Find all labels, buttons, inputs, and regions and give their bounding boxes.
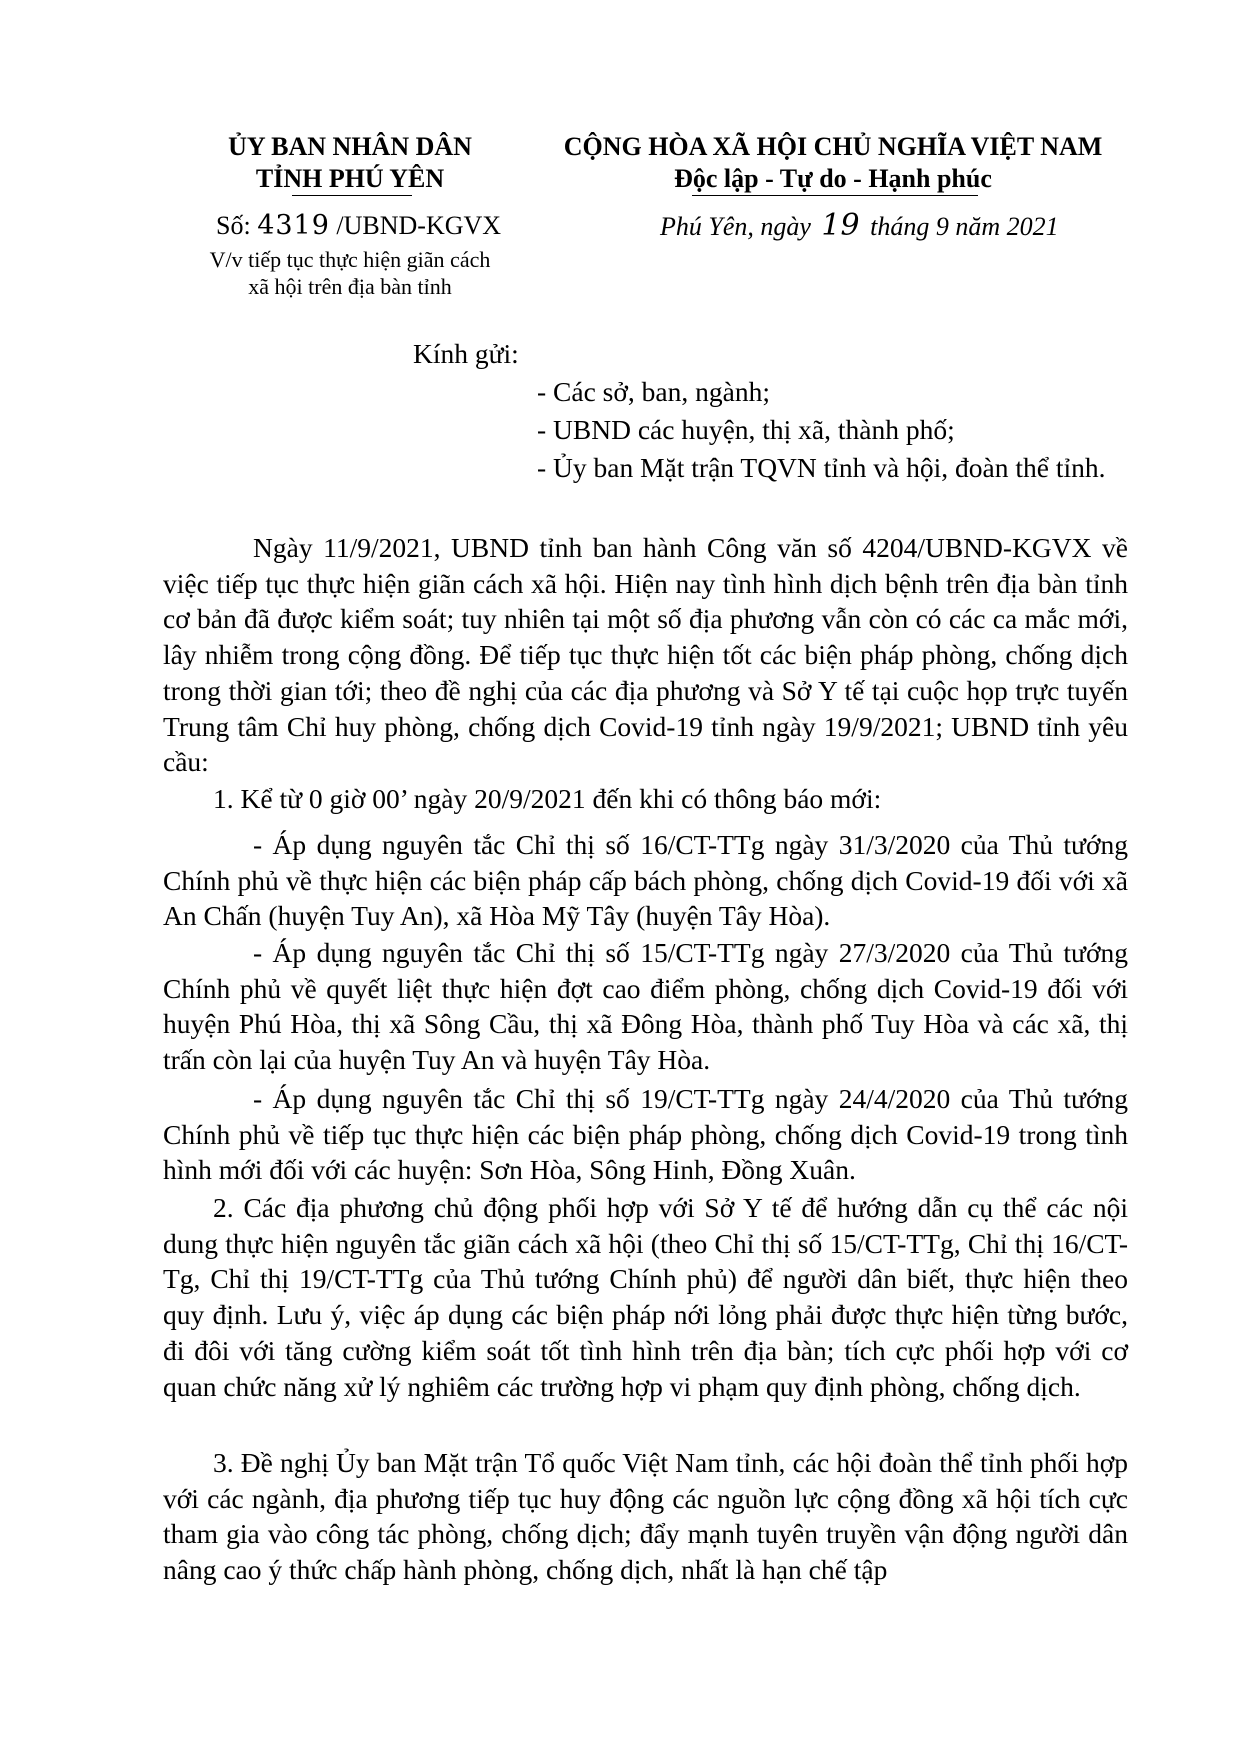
item-3-paragraph: 3. Đề nghị Ủy ban Mặt trận Tổ quốc Việt Nam tỉnh, các hội đoàn thể tỉnh phối hợp với các ngành, địa phương tiếp tục huy động các nguồn lực cộng đồng xã hội tích cực tham gia vào công tác phòng, chống dịch; đẩy mạnh tuyên truyền vận động người dân nâng cao ý thức chấp hành phòng, chống dịch, nhất là hạn chế tập xyxy=(163,1447,1128,1586)
recipient-item: - Ủy ban Mặt trận TQVN tỉnh và hội, đoàn thể tỉnh. xyxy=(537,452,1106,483)
date-prefix: Phú Yên, ngày xyxy=(660,212,811,241)
doc-number xyxy=(216,211,501,241)
date-day-handwritten: 19 xyxy=(821,208,860,243)
subject-line-2: xã hội trên địa bàn tỉnh xyxy=(248,274,452,299)
issue-date xyxy=(660,208,1059,243)
item-1b-paragraph: - Áp dụng nguyên tắc Chỉ thị số 15/CT-TTg ngày 27/3/2020 của Thủ tướng Chính phủ về quyết liệt thực hiện đợt cao điểm phòng, chống dịch Covid-19 đối với huyện Phú Hòa, thị xã Sông Cầu, thị xã Đông Hòa, thành phố Tuy Hòa và các xã, thị trấn còn lại của huyện Tuy An và huyện Tây Hòa. xyxy=(163,937,1128,1076)
issuer-underline xyxy=(292,195,412,196)
recipient-item: - Các sở, ban, ngành; xyxy=(537,376,770,407)
subject-line-1: V/v tiếp tục thực hiện giãn cách xyxy=(209,247,491,272)
country-name: CỘNG HÒA XÃ HỘI CHỦ NGHĨA VIỆT NAM xyxy=(563,132,1103,161)
item-1-title: 1. Kể từ 0 giờ 00’ ngày 20/9/2021 đến khi có thông báo mới: xyxy=(213,783,882,814)
motto-underline xyxy=(692,195,978,196)
greeting: Kính gửi: xyxy=(413,338,519,369)
doc-number-prefix: Số: xyxy=(216,211,251,240)
item-2-paragraph: 2. Các địa phương chủ động phối hợp với Sở Y tế để hướng dẫn cụ thể các nội dung thực hiện nguyên tắc giãn cách xã hội (theo Chỉ thị số 15/CT-TTg, Chỉ thị 16/CT-Tg, Chỉ thị 19/CT-TTg của Thủ tướng Chính phủ) để người dân biết, thực hiện theo quy định. Lưu ý, việc áp dụng các biện pháp nới lỏng phải được thực hiện từng bước, đi đôi với tăng cường kiểm soát tốt tình hình trên địa bàn; tích cực phối hợp với cơ quan chức năng xử lý nghiêm các trường hợp vi phạm quy định phòng, chống dịch. xyxy=(163,1192,1128,1402)
item-1a-paragraph: - Áp dụng nguyên tắc Chỉ thị số 16/CT-TTg ngày 31/3/2020 của Thủ tướng Chính phủ về thực hiện các biện pháp cấp bách phòng, chống dịch Covid-19 đối với xã An Chấn (huyện Tuy An), xã Hòa Mỹ Tây (huyện Tây Hòa). xyxy=(163,829,1128,932)
issuer-province: TỈNH PHÚ YÊN xyxy=(255,164,445,193)
national-motto: Độc lập - Tự do - Hạnh phúc xyxy=(674,164,992,193)
doc-number-handwritten: 4319 xyxy=(257,210,330,241)
doc-number-suffix: /UBND-KGVX xyxy=(336,211,502,240)
recipient-item: - UBND các huyện, thị xã, thành phố; xyxy=(537,414,955,445)
intro-paragraph: Ngày 11/9/2021, UBND tỉnh ban hành Công văn số 4204/UBND-KGVX về việc tiếp tục thực hiện giãn cách xã hội. Hiện nay tình hình dịch bệnh trên địa bàn tỉnh cơ bản đã được kiểm soát; tuy nhiên tại một số địa phương vẫn còn có các ca mắc mới, lây nhiễm trong cộng đồng. Để tiếp tục thực hiện tốt các biện pháp phòng, chống dịch trong thời gian tới; theo đề nghị của các địa phương và Sở Y tế tại cuộc họp trực tuyến Trung tâm Chỉ huy phòng, chống dịch Covid-19 tỉnh ngày 19/9/2021; UBND tỉnh yêu cầu: xyxy=(163,532,1128,778)
date-suffix: tháng 9 năm 2021 xyxy=(870,212,1059,241)
item-1c-paragraph: - Áp dụng nguyên tắc Chỉ thị số 19/CT-TTg ngày 24/4/2020 của Thủ tướng Chính phủ về tiếp tục thực hiện các biện pháp phòng, chống dịch Covid-19 trong tình hình mới đối với các huyện: Sơn Hòa, Sông Hinh, Đồng Xuân. xyxy=(163,1083,1128,1186)
issuer-name: ỦY BAN NHÂN DÂN xyxy=(228,132,472,161)
